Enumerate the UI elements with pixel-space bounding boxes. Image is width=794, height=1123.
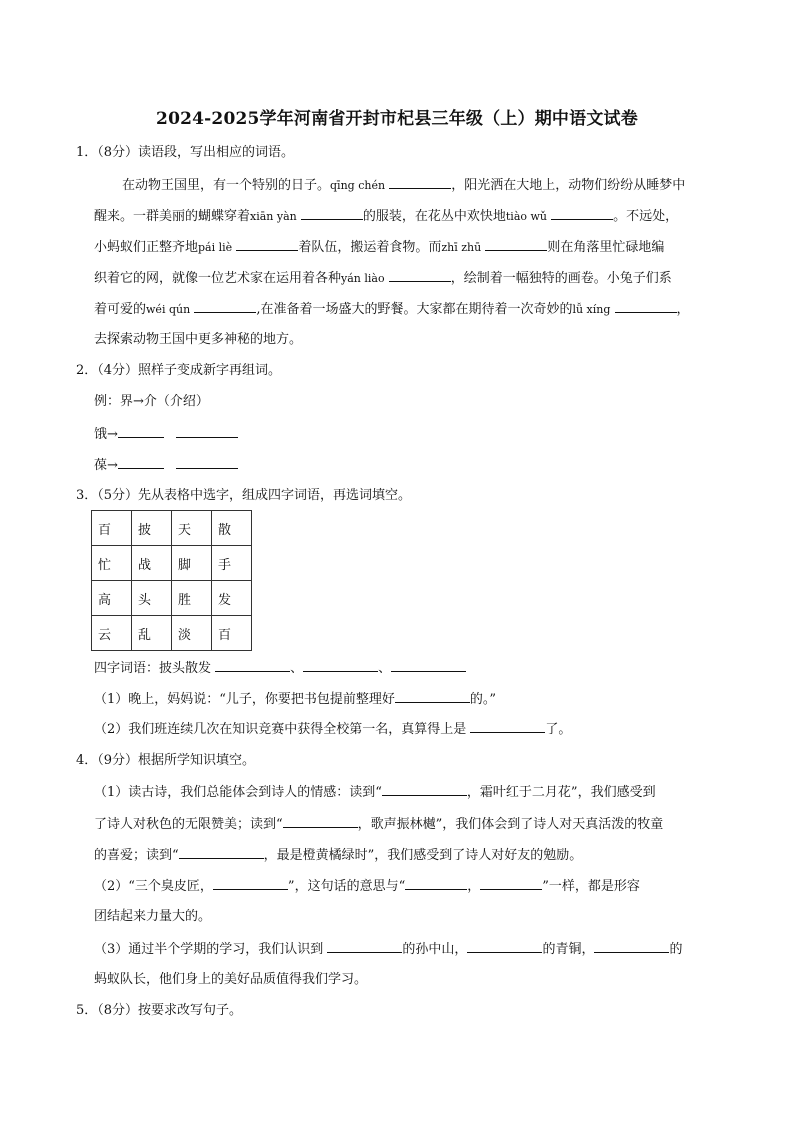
grid-cell: 百 xyxy=(212,616,252,651)
q3-words-line: 四字词语：披头散发 、 、 xyxy=(94,659,720,678)
answer-blank[interactable] xyxy=(213,877,288,890)
answer-blank[interactable] xyxy=(405,877,467,890)
question-2-heading: 2．（4分）照样子变成新字再组词。 xyxy=(76,363,282,378)
answer-blank[interactable] xyxy=(594,940,669,953)
answer-blank[interactable] xyxy=(194,300,256,313)
answer-blank[interactable] xyxy=(615,300,677,313)
answer-blank[interactable] xyxy=(303,659,378,672)
answer-blank[interactable] xyxy=(485,238,547,251)
q1-line-1: 在动物王国里，有一个特别的日子。qīng chén ，阳光洒在大地上，动物们纷纷从睡梦中 xyxy=(122,178,686,193)
answer-blank[interactable] xyxy=(301,207,363,220)
q1-line-5: 着可爱的wéi qún ,在准备着一场盛大的野餐。大家都在期待着一次奇妙的lǚ xíng ， xyxy=(94,302,690,317)
grid-cell: 忙 xyxy=(92,546,132,581)
answer-blank[interactable] xyxy=(215,659,290,672)
answer-blank[interactable] xyxy=(236,238,298,251)
q3-sentence-1: （1）晚上，妈妈说：“儿子，你要把书包提前整理好 的。” xyxy=(94,692,497,707)
character-grid xyxy=(91,510,252,651)
answer-blank[interactable] xyxy=(327,940,402,953)
answer-blank[interactable] xyxy=(118,456,164,469)
answer-blank[interactable] xyxy=(389,269,451,282)
grid-cell: 战 xyxy=(132,546,172,581)
q2-example: 例：界→介（介绍） xyxy=(94,394,209,409)
answer-blank[interactable] xyxy=(176,456,238,469)
q1-line-6: 去探索动物王国中更多神秘的地方。 xyxy=(94,332,303,347)
answer-blank[interactable] xyxy=(176,425,238,438)
q4-line-5: 团结起来力量大的。 xyxy=(94,909,212,924)
grid-cell: 发 xyxy=(212,581,252,616)
answer-blank[interactable] xyxy=(382,783,467,796)
answer-blank[interactable] xyxy=(470,720,545,733)
grid-cell: 天 xyxy=(172,511,212,546)
q3-sentence-2: （2）我们班连续几次在知识竞赛中获得全校第一名，真算得上是 了。 xyxy=(94,722,572,737)
answer-blank[interactable] xyxy=(391,659,466,672)
grid-cell: 散 xyxy=(212,511,252,546)
grid-cell: 头 xyxy=(132,581,172,616)
q4-line-6: （3）通过半个学期的学习，我们认识到 的孙中山， 的青铜， 的 xyxy=(94,942,683,957)
q4-line-3: 的喜爱；读到“ ，最是橙黄橘绿时”，我们感受到了诗人对好友的勉励。 xyxy=(94,848,583,863)
q4-line-4: （2）“三个臭皮匠， ”，这句话的意思与“ ， ”一样，都是形容 xyxy=(94,879,640,894)
question-3-heading: 3．（5分）先从表格中选字，组成四字词语，再选词填空。 xyxy=(76,488,412,503)
answer-blank[interactable] xyxy=(389,176,451,189)
answer-blank[interactable] xyxy=(467,940,542,953)
exam-title: 2024-2025学年河南省开封市杞县三年级（上）期中语文试卷 xyxy=(156,109,638,129)
q2-item-1: 饿→ xyxy=(94,425,720,444)
answer-blank[interactable] xyxy=(283,815,358,828)
q4-line-1: （1）读古诗，我们总能体会到诗人的情感：读到“ ，霜叶红于二月花”，我们感受到 xyxy=(94,785,656,800)
answer-blank[interactable] xyxy=(480,877,542,890)
answer-blank[interactable] xyxy=(395,690,470,703)
answer-blank[interactable] xyxy=(118,425,164,438)
grid-cell: 百 xyxy=(92,511,132,546)
q2-item-2: 葆→ xyxy=(94,456,720,475)
answer-blank[interactable] xyxy=(551,207,613,220)
q1-line-4: 织着它的网，就像一位艺术家在运用着各种yán liào ，绘制着一幅独特的画卷。小兔子们系 xyxy=(94,271,672,286)
answer-blank[interactable] xyxy=(179,846,264,859)
q4-line-2: 了诗人对秋色的无限赞美；读到“ ，歌声振林樾”，我们体会到了诗人对天真活泼的牧童 xyxy=(94,817,664,832)
q1-line-2: 醒来。一群美丽的蝴蝶穿着xiān yàn 的服装，在花丛中欢快地tiào wǔ 。不远处， xyxy=(94,209,679,224)
grid-cell: 胜 xyxy=(172,581,212,616)
question-4-heading: 4．（9分）根据所学知识填空。 xyxy=(76,753,256,768)
grid-cell: 淡 xyxy=(172,616,212,651)
grid-cell: 脚 xyxy=(172,546,212,581)
q1-line-3: 小蚂蚁们正整齐地pái liè 着队伍，搬运着食物。而zhī zhū 则在角落里忙碌地编 xyxy=(94,240,665,255)
grid-cell: 云 xyxy=(92,616,132,651)
question-5-heading: 5．（8分）按要求改写句子。 xyxy=(76,1003,243,1018)
q4-line-7: 蚂蚁队长，他们身上的美好品质值得我们学习。 xyxy=(94,972,368,987)
grid-cell: 高 xyxy=(92,581,132,616)
grid-cell: 乱 xyxy=(132,616,172,651)
question-1-heading: 1．（8分）读语段，写出相应的词语。 xyxy=(76,145,295,160)
grid-cell: 披 xyxy=(132,511,172,546)
grid-cell: 手 xyxy=(212,546,252,581)
